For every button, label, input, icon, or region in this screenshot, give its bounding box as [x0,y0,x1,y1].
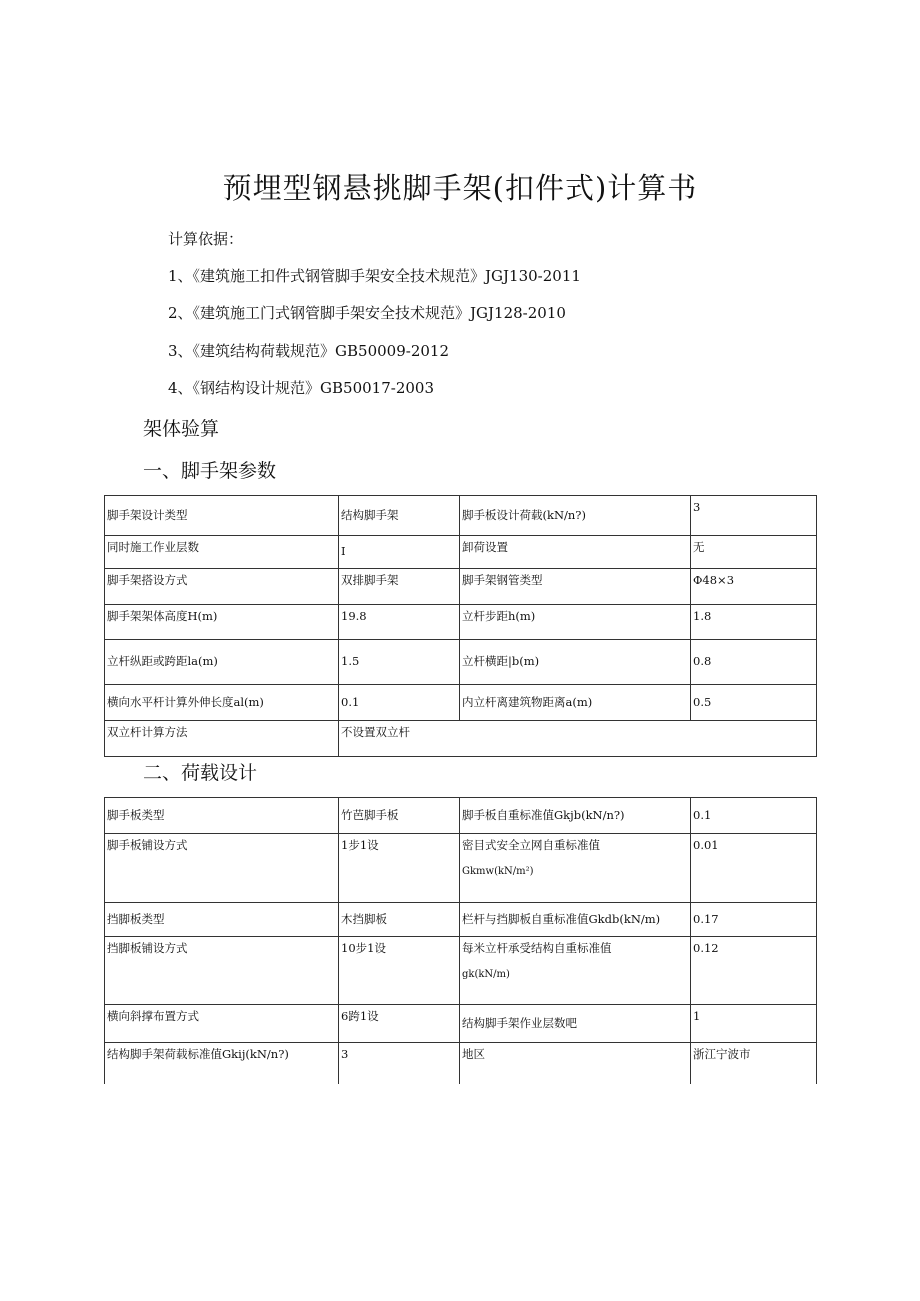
document-title: 预埋型钢悬挑脚手架(扣件式)计算书 [222,171,698,205]
table-row [105,834,817,903]
param-label: 脚手板设计荷载(kN/n?) [460,496,691,536]
param-value: 浙江宁波市 [691,1043,817,1084]
param-label: 挡脚板类型 [105,903,339,937]
param-label: 结构脚手架荷载标准值Gkij(kN/n?) [105,1043,339,1084]
param-value: Φ48×3 [691,569,817,605]
param-value: 双排脚手架 [339,569,460,605]
table-row [105,937,817,1005]
table-row [105,640,817,685]
param-label: 脚手架钢管类型 [460,569,691,605]
param-label: 挡脚板铺设方式 [105,937,339,1005]
param-value: 6跨1设 [339,1005,460,1043]
table-row [105,685,817,721]
param-value: I [339,536,460,569]
section1-heading: 一、脚手架参数 [143,460,277,482]
param-label: 脚手架设计类型 [105,496,339,536]
table-row [105,903,817,937]
param-label: 卸荷设置 [460,536,691,569]
param-label: 脚手板铺设方式 [105,834,339,903]
param-value: 0.01 [691,834,817,903]
param-value: 木挡脚板 [339,903,460,937]
param-value: 3 [339,1043,460,1084]
param-label: 地区 [460,1043,691,1084]
param-value: 竹芭脚手板 [339,798,460,834]
param-label: 同时施工作业层数 [105,536,339,569]
param-label-line2: gk(kN/m) [462,969,510,981]
param-value: 不设置双立杆 [339,721,817,757]
param-label: 脚手板自重标准值Gkjb(kN/n?) [460,798,691,834]
reference-item: 1、《建筑施工扣件式钢管脚手架安全技术规范》JGJ130-2011 [168,267,581,285]
table-row [105,605,817,640]
param-value: 1 [691,1005,817,1043]
param-value: 0.17 [691,903,817,937]
param-value: 0.8 [691,640,817,685]
reference-item: 4、《钢结构设计规范》GB50017-2003 [168,379,435,397]
basis-label: 计算依据： [168,230,244,248]
param-label: 立杆步距h(m) [460,605,691,640]
param-value: 1.8 [691,605,817,640]
param-value: 结构脚手架 [339,496,460,536]
param-label: 横向斜撑布置方式 [105,1005,339,1043]
section2-heading: 二、荷载设计 [143,762,258,784]
param-value: 10步1设 [339,937,460,1005]
param-label: 横向水平杆计算外伸长度al(m) [105,685,339,721]
param-label: 双立杆计算方法 [105,721,339,757]
param-label: 脚手架架体高度H(m) [105,605,339,640]
param-label-line1: 每米立杆承受结构自重标准值 [462,941,612,955]
param-value: 1步1设 [339,834,460,903]
param-value: 无 [691,536,817,569]
table-row [105,1005,817,1043]
table-row [105,1043,817,1084]
param-label: 立杆横距|b(m) [460,640,691,685]
param-label [460,834,691,903]
table-row [105,496,817,536]
reference-item: 3、《建筑结构荷载规范》GB50009-2012 [168,342,450,360]
param-label: 脚手板类型 [105,798,339,834]
param-label: 栏杆与挡脚板自重标准值Gkdb(kN/m) [460,903,691,937]
section-main-heading: 架体验算 [143,418,220,440]
param-label-line2: Gkmw(kN/m²) [462,866,534,878]
table-row [105,536,817,569]
param-value: 1.5 [339,640,460,685]
param-label-line1: 密目式安全立网自重标准值 [462,838,600,852]
param-value: 0.12 [691,937,817,1005]
param-label: 脚手架搭设方式 [105,569,339,605]
param-value: 19.8 [339,605,460,640]
table-row [105,569,817,605]
reference-item: 2、《建筑施工门式钢管脚手架安全技术规范》JGJ128-2010 [168,304,566,322]
param-value: 0.1 [339,685,460,721]
load-design-table [104,797,817,1084]
table-row [105,721,817,757]
param-label: 立杆纵距或跨距la(m) [105,640,339,685]
param-label: 内立杆离建筑物距离a(m) [460,685,691,721]
param-value: 0.5 [691,685,817,721]
param-value: 3 [691,496,817,536]
scaffold-parameters-table [104,495,817,757]
param-label: 结构脚手架作业层数吧 [460,1005,691,1043]
param-value: 0.1 [691,798,817,834]
table-row [105,798,817,834]
param-label [460,937,691,1005]
